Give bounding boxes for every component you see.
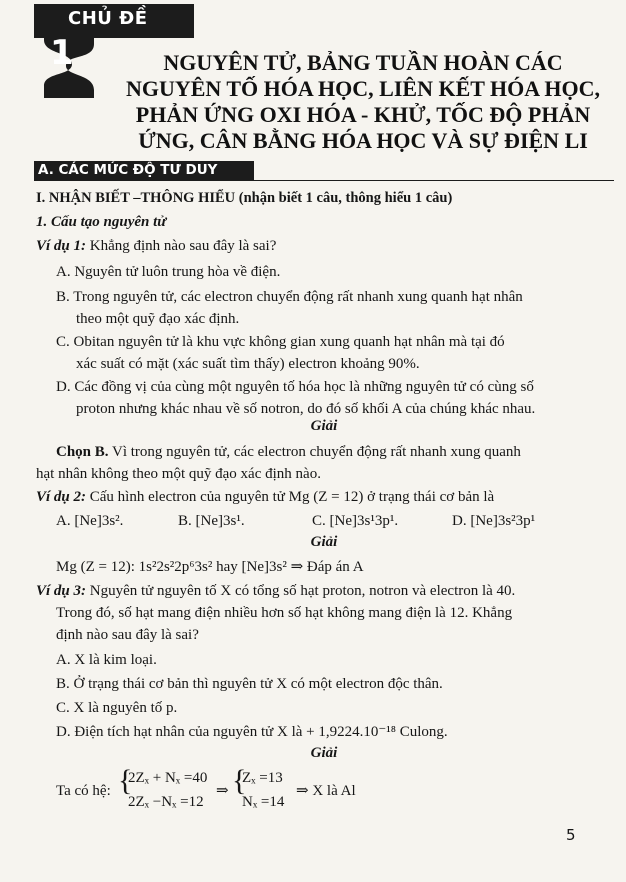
option-b: B. Ở trạng thái cơ bản thì nguyên tử X có một electron độc thân. bbox=[56, 676, 443, 692]
answer-text: Vì trong nguyên tử, các electron chuyển động rất nhanh xung quanh bbox=[108, 444, 521, 460]
solution-1-line2: hạt nhân không theo một quỹ đạo xác định nào. bbox=[36, 466, 321, 482]
option-d-line2: proton nhưng khác nhau về số notron, do đó số khối A của chúng khác nhau. bbox=[76, 401, 536, 417]
option-d-line1: D. Các đồng vị của cùng một nguyên tố hóa học là những nguyên tử có cùng số bbox=[56, 379, 534, 395]
example-1-question bbox=[36, 236, 276, 256]
option-c-line1: C. Obitan nguyên tử là khu vực không gian xung quanh hạt nhân mà tại đó bbox=[56, 334, 505, 350]
option-b: B. [Ne]3s¹. bbox=[178, 513, 245, 529]
solution-heading: Giải bbox=[310, 534, 338, 550]
question-text: Nguyên tử nguyên tố X có tổng số hạt proton, notron và electron là 40. bbox=[86, 583, 516, 599]
example-label: Ví dụ 2: bbox=[36, 489, 87, 505]
section-a-label: A. CÁC MỨC ĐỘ TƯ DUY bbox=[38, 162, 218, 178]
implies-arrow: ⇒ bbox=[216, 783, 229, 799]
chude-label: CHỦ ĐỀ bbox=[68, 8, 148, 29]
topic-heading: 1. Cấu tạo nguyên tử bbox=[36, 214, 167, 230]
example-3-question-line2: Trong đó, số hạt mang điện nhiều hơn số hạt không mang điện là 12. Khẳng bbox=[56, 605, 513, 621]
example-3-question-line1 bbox=[36, 581, 515, 601]
option-a: A. Nguyên tử luôn trung hòa về điện. bbox=[56, 264, 281, 280]
title-line: ỨNG, CÂN BẰNG HÓA HỌC VÀ SỰ ĐIỆN LI bbox=[138, 128, 588, 153]
solution-heading: Giải bbox=[310, 418, 338, 434]
example-label: Ví dụ 3: bbox=[36, 583, 87, 599]
section-a-banner bbox=[34, 161, 254, 181]
option-a: A. X là kim loại. bbox=[56, 652, 157, 668]
option-b-line2: theo một quỹ đạo xác định. bbox=[76, 311, 240, 327]
equation-1: 2Zₓ + Nₓ =40 bbox=[128, 770, 208, 786]
question-text: Cấu hình electron của nguyên tử Mg (Z = 12) ở trạng thái cơ bản là bbox=[86, 489, 495, 505]
example-2-question bbox=[36, 487, 494, 507]
option-c: C. X là nguyên tố p. bbox=[56, 700, 178, 716]
chapter-number: 1 bbox=[50, 33, 74, 73]
solution-1-line1 bbox=[56, 442, 521, 462]
result-1: Zₓ =13 bbox=[242, 770, 283, 786]
system-prefix: Ta có hệ: bbox=[56, 783, 111, 799]
left-brace-1: { bbox=[118, 764, 133, 797]
option-c-line2: xác suất có mặt (xác suất tìm thấy) electron khoảng 90%. bbox=[76, 356, 420, 372]
title-line: PHẢN ỨNG OXI HÓA - KHỬ, TỐC ĐỘ PHẢN bbox=[135, 102, 591, 127]
equation-2: 2Zₓ −Nₓ =12 bbox=[128, 794, 204, 810]
example-label: Ví dụ 1: bbox=[36, 238, 87, 254]
question-text: Khẳng định nào sau đây là sai? bbox=[86, 238, 277, 254]
option-a: A. [Ne]3s². bbox=[56, 513, 124, 529]
option-b-line1: B. Trong nguyên tử, các electron chuyển động rất nhanh xung quanh hạt nhân bbox=[56, 289, 523, 305]
option-d: D. [Ne]3s²3p¹ bbox=[452, 513, 536, 529]
conclusion: ⇒ X là Al bbox=[296, 783, 356, 799]
title-line: NGUYÊN TỬ, BẢNG TUẦN HOÀN CÁC bbox=[163, 50, 563, 75]
solution-heading: Giải bbox=[310, 745, 338, 761]
option-c: C. [Ne]3s¹3p¹. bbox=[312, 513, 399, 529]
solution-2: Mg (Z = 12): 1s²2s²2p⁶3s² hay [Ne]3s² ⇒ Đáp án A bbox=[56, 559, 364, 575]
subsection-heading: I. NHẬN BIẾT –THÔNG HIỂU (nhận biết 1 câu, thông hiểu 1 câu) bbox=[36, 190, 453, 206]
option-d: D. Điện tích hạt nhân của nguyên tử X là + 1,9224.10⁻¹⁸ Culong. bbox=[56, 724, 448, 740]
result-2: Nₓ =14 bbox=[242, 794, 285, 810]
left-brace-2: { bbox=[232, 764, 247, 797]
page-number: 5 bbox=[566, 826, 576, 844]
chapter-title bbox=[118, 50, 608, 154]
title-line: NGUYÊN TỐ HÓA HỌC, LIÊN KẾT HÓA HỌC, bbox=[125, 76, 601, 101]
section-divider bbox=[254, 180, 614, 181]
answer-choice: Chọn B. bbox=[56, 444, 109, 460]
example-3-question-line3: định nào sau đây là sai? bbox=[56, 627, 199, 643]
